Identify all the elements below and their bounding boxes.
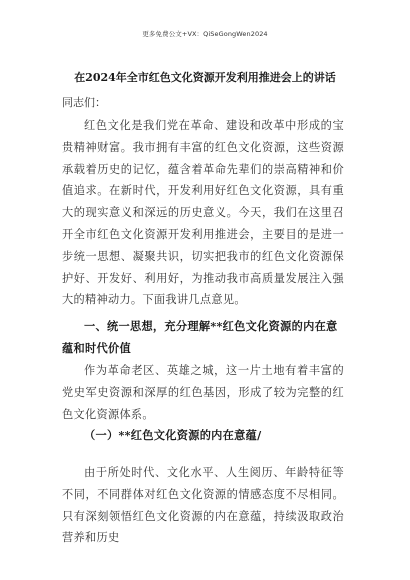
salutation: 同志们： [62, 96, 106, 109]
header-watermark: 更多免费公文+VX：QiSeGongWen2024 [142, 30, 268, 38]
body-paragraph: 由于所处时代、文化水平、人生阅历、年龄特征等不同，不同群体对红色文化资源的情感态度不尽相同。只有深刻领悟红色文化资源的内在意蕴，持续汲取政治营养和历史 [62, 466, 344, 545]
body-paragraph: 作为革命老区、英雄之城，这一片土地有着丰富的党史军史资源和深厚的红色基因，形成了较为完整的红色文化资源体系。 [62, 364, 344, 421]
document-title: 在2024年全市红色文化资源开发利用推进会上的讲话 [74, 71, 336, 84]
subsection-heading: （一）**红色文化资源的内在意蕴/ [84, 428, 262, 442]
body-paragraph: 红色文化是我们党在革命、建设和改革中形成的宝贵精神财富。我市拥有丰富的红色文化资源，这些资源承载着历史的记忆，蕴含着革命先辈们的崇高精神和价值追求。在新时代，开发利用好红色文化资源，具有重大的现实意义和深远的历史意义。今天，我们在这里召开全市红色文化资源开发利用推进会，主要目的是进一步统一思想、凝聚共识，切实把我市的红色文化资源保护好、开发好、利用好，为推动我市高质量发展注入强大的精神动力。下面我讲几点意见。 [62, 119, 344, 307]
section-heading: 一、统一思想，充分理解**红色文化资源的内在意蕴和时代价值 [62, 319, 338, 355]
